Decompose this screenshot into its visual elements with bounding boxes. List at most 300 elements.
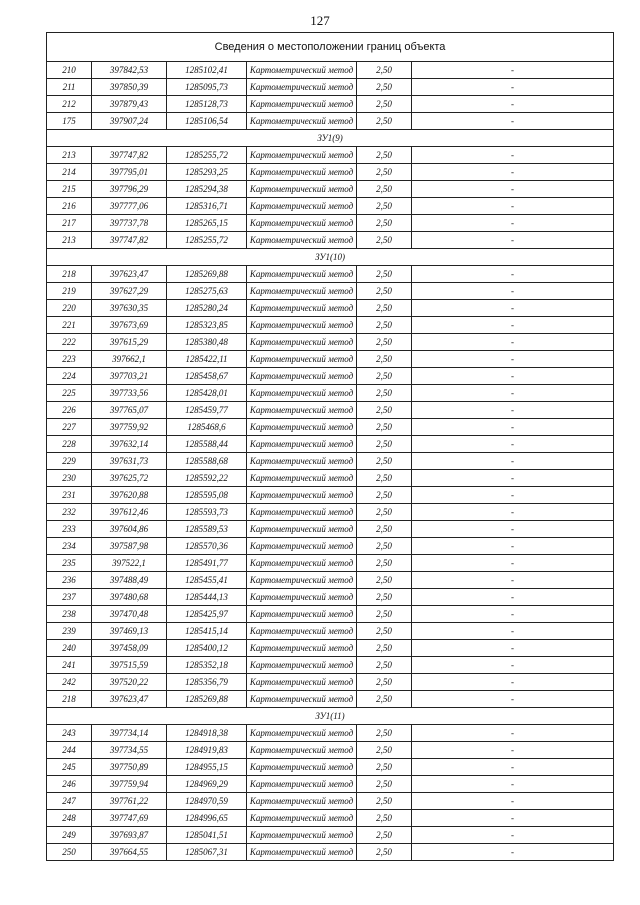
table-row — [47, 181, 614, 198]
accuracy-cell: 2,50 — [357, 691, 412, 708]
point-number-cell: 224 — [47, 368, 92, 385]
y-coordinate-cell: 1285255,72 — [167, 147, 247, 164]
method-cell: Картометрический метод — [247, 725, 357, 742]
method-cell: Картометрический метод — [247, 232, 357, 249]
x-coordinate-cell: 397777,06 — [92, 198, 167, 215]
accuracy-cell: 2,50 — [357, 79, 412, 96]
y-coordinate-cell: 1285588,68 — [167, 453, 247, 470]
y-coordinate-cell: 1285356,79 — [167, 674, 247, 691]
accuracy-cell: 2,50 — [357, 572, 412, 589]
point-number-cell: 223 — [47, 351, 92, 368]
table-row — [47, 351, 614, 368]
x-coordinate-cell: 397623,47 — [92, 691, 167, 708]
y-coordinate-cell: 1285458,67 — [167, 368, 247, 385]
point-number-cell: 230 — [47, 470, 92, 487]
description-cell: - — [412, 215, 614, 232]
section-row — [47, 708, 614, 725]
description-cell: - — [412, 317, 614, 334]
description-cell: - — [412, 674, 614, 691]
description-cell: - — [412, 589, 614, 606]
description-cell: - — [412, 504, 614, 521]
y-coordinate-cell: 1285102,41 — [167, 62, 247, 79]
description-cell: - — [412, 368, 614, 385]
description-cell: - — [412, 419, 614, 436]
x-coordinate-cell: 397907,24 — [92, 113, 167, 130]
method-cell: Картометрический метод — [247, 436, 357, 453]
x-coordinate-cell: 397842,53 — [92, 62, 167, 79]
description-cell: - — [412, 657, 614, 674]
x-coordinate-cell: 397623,47 — [92, 266, 167, 283]
accuracy-cell: 2,50 — [357, 827, 412, 844]
x-coordinate-cell: 397693,87 — [92, 827, 167, 844]
x-coordinate-cell: 397879,43 — [92, 96, 167, 113]
accuracy-cell: 2,50 — [357, 300, 412, 317]
section-label: ЗУ1(11) — [47, 708, 614, 725]
y-coordinate-cell: 1285280,24 — [167, 300, 247, 317]
method-cell: Картометрический метод — [247, 215, 357, 232]
table-row — [47, 402, 614, 419]
y-coordinate-cell: 1285041,51 — [167, 827, 247, 844]
y-coordinate-cell: 1285455,41 — [167, 572, 247, 589]
accuracy-cell: 2,50 — [357, 317, 412, 334]
table-row — [47, 147, 614, 164]
y-coordinate-cell: 1285425,97 — [167, 606, 247, 623]
table-row — [47, 164, 614, 181]
description-cell: - — [412, 555, 614, 572]
point-number-cell: 232 — [47, 504, 92, 521]
y-coordinate-cell: 1285265,15 — [167, 215, 247, 232]
description-cell: - — [412, 164, 614, 181]
description-cell: - — [412, 198, 614, 215]
method-cell: Картометрический метод — [247, 640, 357, 657]
method-cell: Картометрический метод — [247, 538, 357, 555]
method-cell: Картометрический метод — [247, 555, 357, 572]
x-coordinate-cell: 397734,14 — [92, 725, 167, 742]
y-coordinate-cell: 1285293,25 — [167, 164, 247, 181]
description-cell: - — [412, 402, 614, 419]
point-number-cell: 234 — [47, 538, 92, 555]
accuracy-cell: 2,50 — [357, 147, 412, 164]
section-row — [47, 130, 614, 147]
accuracy-cell: 2,50 — [357, 521, 412, 538]
method-cell: Картометрический метод — [247, 844, 357, 861]
table-row — [47, 504, 614, 521]
table-row — [47, 113, 614, 130]
x-coordinate-cell: 397734,55 — [92, 742, 167, 759]
accuracy-cell: 2,50 — [357, 538, 412, 555]
accuracy-cell: 2,50 — [357, 215, 412, 232]
description-cell: - — [412, 266, 614, 283]
table-row — [47, 521, 614, 538]
x-coordinate-cell: 397615,29 — [92, 334, 167, 351]
table-title: Сведения о местоположении границ объекта — [47, 33, 614, 62]
table-row — [47, 691, 614, 708]
method-cell: Картометрический метод — [247, 487, 357, 504]
method-cell: Картометрический метод — [247, 742, 357, 759]
method-cell: Картометрический метод — [247, 300, 357, 317]
x-coordinate-cell: 397458,09 — [92, 640, 167, 657]
point-number-cell: 237 — [47, 589, 92, 606]
method-cell: Картометрический метод — [247, 691, 357, 708]
y-coordinate-cell: 1285067,31 — [167, 844, 247, 861]
description-cell: - — [412, 691, 614, 708]
method-cell: Картометрический метод — [247, 810, 357, 827]
y-coordinate-cell: 1285415,14 — [167, 623, 247, 640]
accuracy-cell: 2,50 — [357, 674, 412, 691]
description-cell: - — [412, 538, 614, 555]
description-cell: - — [412, 827, 614, 844]
x-coordinate-cell: 397631,73 — [92, 453, 167, 470]
y-coordinate-cell: 1285323,85 — [167, 317, 247, 334]
table-row — [47, 215, 614, 232]
method-cell: Картометрический метод — [247, 198, 357, 215]
x-coordinate-cell: 397612,46 — [92, 504, 167, 521]
x-coordinate-cell: 397795,01 — [92, 164, 167, 181]
table-row — [47, 572, 614, 589]
x-coordinate-cell: 397662,1 — [92, 351, 167, 368]
accuracy-cell: 2,50 — [357, 742, 412, 759]
accuracy-cell: 2,50 — [357, 198, 412, 215]
table-row — [47, 79, 614, 96]
point-number-cell: 248 — [47, 810, 92, 827]
y-coordinate-cell: 1285269,88 — [167, 266, 247, 283]
method-cell: Картометрический метод — [247, 793, 357, 810]
point-number-cell: 244 — [47, 742, 92, 759]
section-label: ЗУ1(10) — [47, 249, 614, 266]
method-cell: Картометрический метод — [247, 419, 357, 436]
x-coordinate-cell: 397664,55 — [92, 844, 167, 861]
point-number-cell: 211 — [47, 79, 92, 96]
table-row — [47, 640, 614, 657]
description-cell: - — [412, 96, 614, 113]
point-number-cell: 220 — [47, 300, 92, 317]
method-cell: Картометрический метод — [247, 453, 357, 470]
accuracy-cell: 2,50 — [357, 113, 412, 130]
point-number-cell: 219 — [47, 283, 92, 300]
point-number-cell: 226 — [47, 402, 92, 419]
x-coordinate-cell: 397733,56 — [92, 385, 167, 402]
table-row — [47, 419, 614, 436]
table-row — [47, 334, 614, 351]
y-coordinate-cell: 1285128,73 — [167, 96, 247, 113]
accuracy-cell: 2,50 — [357, 385, 412, 402]
table-title-row — [47, 33, 614, 62]
method-cell: Картометрический метод — [247, 96, 357, 113]
x-coordinate-cell: 397703,21 — [92, 368, 167, 385]
y-coordinate-cell: 1284955,15 — [167, 759, 247, 776]
description-cell: - — [412, 351, 614, 368]
point-number-cell: 231 — [47, 487, 92, 504]
x-coordinate-cell: 397604,86 — [92, 521, 167, 538]
table-row — [47, 470, 614, 487]
accuracy-cell: 2,50 — [357, 164, 412, 181]
description-cell: - — [412, 640, 614, 657]
point-number-cell: 238 — [47, 606, 92, 623]
page-number: 127 — [310, 13, 330, 28]
table-row — [47, 589, 614, 606]
y-coordinate-cell: 1285316,71 — [167, 198, 247, 215]
description-cell: - — [412, 283, 614, 300]
description-cell: - — [412, 453, 614, 470]
x-coordinate-cell: 397632,14 — [92, 436, 167, 453]
y-coordinate-cell: 1285592,22 — [167, 470, 247, 487]
description-cell: - — [412, 232, 614, 249]
method-cell: Картометрический метод — [247, 113, 357, 130]
table-row — [47, 368, 614, 385]
x-coordinate-cell: 397673,69 — [92, 317, 167, 334]
x-coordinate-cell: 397737,78 — [92, 215, 167, 232]
y-coordinate-cell: 1285269,88 — [167, 691, 247, 708]
method-cell: Картометрический метод — [247, 657, 357, 674]
point-number-cell: 214 — [47, 164, 92, 181]
description-cell: - — [412, 810, 614, 827]
accuracy-cell: 2,50 — [357, 759, 412, 776]
method-cell: Картометрический метод — [247, 385, 357, 402]
x-coordinate-cell: 397765,07 — [92, 402, 167, 419]
accuracy-cell: 2,50 — [357, 283, 412, 300]
point-number-cell: 213 — [47, 147, 92, 164]
description-cell: - — [412, 606, 614, 623]
y-coordinate-cell: 1284970,59 — [167, 793, 247, 810]
point-number-cell: 229 — [47, 453, 92, 470]
table-row — [47, 283, 614, 300]
description-cell: - — [412, 79, 614, 96]
table-row — [47, 62, 614, 79]
point-number-cell: 218 — [47, 266, 92, 283]
description-cell: - — [412, 521, 614, 538]
accuracy-cell: 2,50 — [357, 419, 412, 436]
method-cell: Картометрический метод — [247, 759, 357, 776]
x-coordinate-cell: 397750,89 — [92, 759, 167, 776]
accuracy-cell: 2,50 — [357, 436, 412, 453]
table-row — [47, 623, 614, 640]
accuracy-cell: 2,50 — [357, 402, 412, 419]
accuracy-cell: 2,50 — [357, 232, 412, 249]
accuracy-cell: 2,50 — [357, 504, 412, 521]
x-coordinate-cell: 397796,29 — [92, 181, 167, 198]
x-coordinate-cell: 397515,59 — [92, 657, 167, 674]
x-coordinate-cell: 397480,68 — [92, 589, 167, 606]
y-coordinate-cell: 1285593,73 — [167, 504, 247, 521]
y-coordinate-cell: 1285595,08 — [167, 487, 247, 504]
method-cell: Картометрический метод — [247, 266, 357, 283]
point-number-cell: 233 — [47, 521, 92, 538]
method-cell: Картометрический метод — [247, 334, 357, 351]
table-row — [47, 674, 614, 691]
point-number-cell: 210 — [47, 62, 92, 79]
table-row — [47, 300, 614, 317]
method-cell: Картометрический метод — [247, 776, 357, 793]
x-coordinate-cell: 397469,13 — [92, 623, 167, 640]
y-coordinate-cell: 1285491,77 — [167, 555, 247, 572]
point-number-cell: 225 — [47, 385, 92, 402]
method-cell: Картометрический метод — [247, 572, 357, 589]
table-row — [47, 198, 614, 215]
description-cell: - — [412, 113, 614, 130]
method-cell: Картометрический метод — [247, 164, 357, 181]
point-number-cell: 216 — [47, 198, 92, 215]
accuracy-cell: 2,50 — [357, 589, 412, 606]
accuracy-cell: 2,50 — [357, 62, 412, 79]
table-row — [47, 487, 614, 504]
description-cell: - — [412, 572, 614, 589]
table-row — [47, 266, 614, 283]
point-number-cell: 239 — [47, 623, 92, 640]
method-cell: Картометрический метод — [247, 351, 357, 368]
point-number-cell: 246 — [47, 776, 92, 793]
y-coordinate-cell: 1285588,44 — [167, 436, 247, 453]
description-cell: - — [412, 844, 614, 861]
x-coordinate-cell: 397630,35 — [92, 300, 167, 317]
x-coordinate-cell: 397620,88 — [92, 487, 167, 504]
y-coordinate-cell: 1285352,18 — [167, 657, 247, 674]
accuracy-cell: 2,50 — [357, 181, 412, 198]
table-row — [47, 538, 614, 555]
table-row — [47, 453, 614, 470]
point-number-cell: 243 — [47, 725, 92, 742]
point-number-cell: 221 — [47, 317, 92, 334]
accuracy-cell: 2,50 — [357, 334, 412, 351]
y-coordinate-cell: 1285275,63 — [167, 283, 247, 300]
accuracy-cell: 2,50 — [357, 96, 412, 113]
point-number-cell: 227 — [47, 419, 92, 436]
point-number-cell: 215 — [47, 181, 92, 198]
y-coordinate-cell: 1285444,13 — [167, 589, 247, 606]
x-coordinate-cell: 397488,49 — [92, 572, 167, 589]
point-number-cell: 249 — [47, 827, 92, 844]
x-coordinate-cell: 397747,82 — [92, 147, 167, 164]
method-cell: Картометрический метод — [247, 470, 357, 487]
y-coordinate-cell: 1285422,11 — [167, 351, 247, 368]
accuracy-cell: 2,50 — [357, 487, 412, 504]
x-coordinate-cell: 397470,48 — [92, 606, 167, 623]
description-cell: - — [412, 725, 614, 742]
point-number-cell: 212 — [47, 96, 92, 113]
y-coordinate-cell: 1285106,54 — [167, 113, 247, 130]
accuracy-cell: 2,50 — [357, 810, 412, 827]
description-cell: - — [412, 62, 614, 79]
method-cell: Картометрический метод — [247, 368, 357, 385]
boundary-points-table — [46, 32, 614, 861]
y-coordinate-cell: 1285468,6 — [167, 419, 247, 436]
point-number-cell: 213 — [47, 232, 92, 249]
method-cell: Картометрический метод — [247, 147, 357, 164]
y-coordinate-cell: 1284919,83 — [167, 742, 247, 759]
point-number-cell: 222 — [47, 334, 92, 351]
x-coordinate-cell: 397520,22 — [92, 674, 167, 691]
x-coordinate-cell: 397761,22 — [92, 793, 167, 810]
accuracy-cell: 2,50 — [357, 266, 412, 283]
accuracy-cell: 2,50 — [357, 453, 412, 470]
section-label: ЗУ1(9) — [47, 130, 614, 147]
y-coordinate-cell: 1284918,38 — [167, 725, 247, 742]
point-number-cell: 250 — [47, 844, 92, 861]
accuracy-cell: 2,50 — [357, 776, 412, 793]
method-cell: Картометрический метод — [247, 827, 357, 844]
accuracy-cell: 2,50 — [357, 470, 412, 487]
x-coordinate-cell: 397627,29 — [92, 283, 167, 300]
y-coordinate-cell: 1285380,48 — [167, 334, 247, 351]
accuracy-cell: 2,50 — [357, 793, 412, 810]
point-number-cell: 245 — [47, 759, 92, 776]
description-cell: - — [412, 793, 614, 810]
table-row — [47, 827, 614, 844]
method-cell: Картометрический метод — [247, 402, 357, 419]
method-cell: Картометрический метод — [247, 62, 357, 79]
table-row — [47, 96, 614, 113]
table-row — [47, 793, 614, 810]
accuracy-cell: 2,50 — [357, 640, 412, 657]
table-row — [47, 810, 614, 827]
description-cell: - — [412, 487, 614, 504]
description-cell: - — [412, 776, 614, 793]
accuracy-cell: 2,50 — [357, 555, 412, 572]
method-cell: Картометрический метод — [247, 606, 357, 623]
y-coordinate-cell: 1284996,65 — [167, 810, 247, 827]
method-cell: Картометрический метод — [247, 674, 357, 691]
x-coordinate-cell: 397759,92 — [92, 419, 167, 436]
description-cell: - — [412, 385, 614, 402]
point-number-cell: 218 — [47, 691, 92, 708]
method-cell: Картометрический метод — [247, 504, 357, 521]
table-row — [47, 759, 614, 776]
table-row — [47, 436, 614, 453]
y-coordinate-cell: 1285459,77 — [167, 402, 247, 419]
point-number-cell: 236 — [47, 572, 92, 589]
table-row — [47, 844, 614, 861]
method-cell: Картометрический метод — [247, 79, 357, 96]
method-cell: Картометрический метод — [247, 317, 357, 334]
y-coordinate-cell: 1285570,36 — [167, 538, 247, 555]
description-cell: - — [412, 147, 614, 164]
accuracy-cell: 2,50 — [357, 657, 412, 674]
table-row — [47, 742, 614, 759]
description-cell: - — [412, 181, 614, 198]
y-coordinate-cell: 1285294,38 — [167, 181, 247, 198]
description-cell: - — [412, 300, 614, 317]
description-cell: - — [412, 334, 614, 351]
description-cell: - — [412, 436, 614, 453]
x-coordinate-cell: 397522,1 — [92, 555, 167, 572]
x-coordinate-cell: 397759,94 — [92, 776, 167, 793]
table-row — [47, 385, 614, 402]
y-coordinate-cell: 1285428,01 — [167, 385, 247, 402]
table-row — [47, 657, 614, 674]
accuracy-cell: 2,50 — [357, 351, 412, 368]
accuracy-cell: 2,50 — [357, 844, 412, 861]
method-cell: Картометрический метод — [247, 589, 357, 606]
point-number-cell: 217 — [47, 215, 92, 232]
x-coordinate-cell: 397747,69 — [92, 810, 167, 827]
description-cell: - — [412, 470, 614, 487]
y-coordinate-cell: 1285589,53 — [167, 521, 247, 538]
table-row — [47, 555, 614, 572]
y-coordinate-cell: 1285095,73 — [167, 79, 247, 96]
point-number-cell: 235 — [47, 555, 92, 572]
point-number-cell: 247 — [47, 793, 92, 810]
y-coordinate-cell: 1285255,72 — [167, 232, 247, 249]
method-cell: Картометрический метод — [247, 521, 357, 538]
accuracy-cell: 2,50 — [357, 368, 412, 385]
point-number-cell: 240 — [47, 640, 92, 657]
accuracy-cell: 2,50 — [357, 623, 412, 640]
method-cell: Картометрический метод — [247, 283, 357, 300]
accuracy-cell: 2,50 — [357, 606, 412, 623]
point-number-cell: 241 — [47, 657, 92, 674]
method-cell: Картометрический метод — [247, 623, 357, 640]
y-coordinate-cell: 1284969,29 — [167, 776, 247, 793]
x-coordinate-cell: 397587,98 — [92, 538, 167, 555]
